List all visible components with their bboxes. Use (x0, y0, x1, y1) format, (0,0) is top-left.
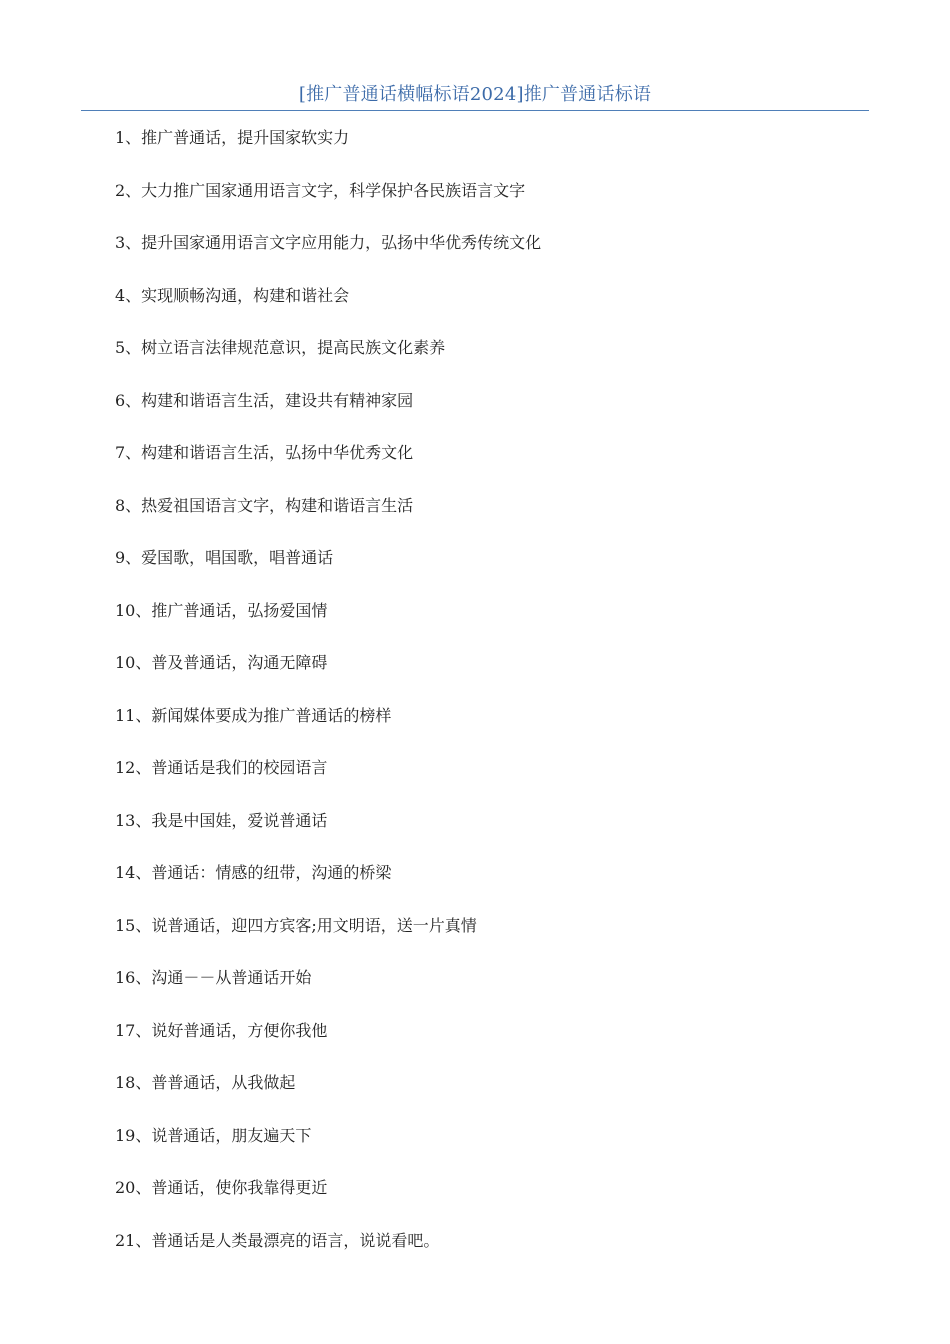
list-item: 14、普通话：情感的纽带，沟通的桥梁 (115, 863, 392, 882)
document-header (81, 80, 869, 111)
list-item: 10、推广普通话，弘扬爱国情 (115, 600, 328, 620)
list-item: 5、树立语言法律规范意识，提高民族文化素养 (115, 338, 446, 357)
list-item: 8、热爱祖国语言文字，构建和谐语言生活 (115, 495, 414, 515)
list-item: 21、普通话是人类最漂亮的语言，说说看吧。 (115, 1230, 440, 1250)
list-item: 1、推广普通话，提升国家软实力 (115, 128, 350, 147)
list-item: 12、普通话是我们的校园语言 (115, 758, 328, 777)
list-item: 13、我是中国娃，爱说普通话 (115, 810, 328, 830)
list-item: 9、爱国歌，唱国歌，唱普通话 (115, 548, 334, 567)
list-item: 6、构建和谐语言生活，建设共有精神家园 (115, 390, 414, 410)
slogan-list (115, 121, 855, 1276)
list-item: 3、提升国家通用语言文字应用能力，弘扬中华优秀传统文化 (115, 233, 542, 252)
list-item: 20、普通话，使你我靠得更近 (115, 1178, 328, 1197)
list-item: 17、说好普通话，方便你我他 (115, 1020, 328, 1040)
list-item: 19、说普通话，朋友遍天下 (115, 1125, 312, 1145)
list-item: 15、说普通话，迎四方宾客;用文明语，送一片真情 (115, 915, 477, 935)
document-title: [推广普通话横幅标语2024]推广普通话标语 (298, 84, 652, 105)
list-item: 16、沟通－－从普通话开始 (115, 968, 312, 987)
list-item: 7、构建和谐语言生活，弘扬中华优秀文化 (115, 443, 414, 462)
list-item: 10、普及普通话，沟通无障碍 (115, 653, 328, 672)
list-item: 18、普普通话，从我做起 (115, 1073, 296, 1092)
list-item: 2、大力推广国家通用语言文字，科学保护各民族语言文字 (115, 180, 526, 200)
list-item: 4、实现顺畅沟通，构建和谐社会 (115, 285, 350, 305)
list-item: 11、新闻媒体要成为推广普通话的榜样 (115, 705, 392, 725)
